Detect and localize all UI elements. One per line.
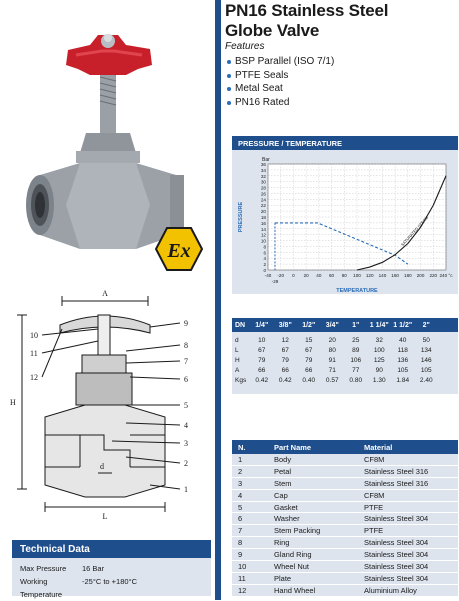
dims-cell: 105: [420, 367, 432, 375]
parts-row: [232, 561, 458, 573]
dims-header-cell: 2": [422, 321, 430, 329]
callout-8: 8: [184, 341, 188, 350]
dims-cell: 12: [281, 336, 289, 344]
dims-header-cell: 1/4": [255, 321, 269, 329]
dims-cell: 118: [397, 346, 408, 354]
dims-row: [232, 366, 458, 376]
feature-item: PN16 Rated: [225, 96, 459, 110]
dims-cell: 67: [258, 346, 266, 354]
dims-row: [232, 345, 458, 355]
parts-cell: Cap: [274, 490, 288, 500]
callout-4: 4: [184, 421, 188, 430]
dims-cell: 146: [420, 356, 432, 364]
dims-header-cell: 1": [352, 321, 360, 329]
dims-cell: A: [235, 367, 240, 375]
x-axis-title: TEMPERATURE: [336, 288, 378, 294]
parts-cell: Stainless Steel 316: [364, 478, 429, 488]
left-column: [0, 0, 215, 600]
parts-cell: 10: [238, 561, 247, 571]
y-tick-label: 14: [260, 226, 266, 232]
parts-cell: 1: [238, 454, 243, 464]
dims-cell: 77: [352, 367, 360, 375]
y-tick-label: 4: [263, 256, 266, 262]
pressure-temperature-chart: [232, 136, 458, 294]
dims-cell: 66: [258, 367, 266, 375]
technical-data-heading: Technical Data: [12, 540, 211, 558]
y-tick-label: 28: [260, 185, 266, 191]
dims-cell: 90: [375, 367, 383, 375]
dims-cell: 100: [373, 346, 385, 354]
parts-cell: Gasket: [274, 502, 298, 512]
parts-cell: Stainless Steel 304: [364, 514, 429, 524]
parts-row: [232, 466, 458, 478]
y-tick-label: 34: [260, 167, 266, 173]
x-tick-label: 100: [353, 273, 361, 278]
parts-cell: Plate: [274, 573, 292, 583]
dims-header-row: [232, 318, 458, 332]
features-label: Features: [225, 41, 265, 52]
callout-11: 11: [30, 349, 38, 358]
parts-cell: Stainless Steel 304: [364, 573, 429, 583]
dims-cell: 79: [258, 356, 266, 364]
feature-item: BSP Parallel (ISO 7/1): [225, 55, 459, 69]
callout-1: 1: [184, 485, 188, 494]
parts-row: [232, 490, 458, 502]
dims-header-cell: DN: [235, 321, 246, 329]
callout-12: 12: [30, 373, 38, 382]
parts-cell: Ring: [274, 538, 290, 548]
x-subtick-label: -29: [271, 279, 279, 284]
dims-cell: 0.57: [325, 377, 339, 385]
dim-l-label: L: [102, 512, 108, 521]
right-column: [225, 0, 459, 600]
parts-cell: 4: [238, 490, 243, 500]
dims-header-cell: 3/4": [325, 321, 339, 329]
feature-item: PTFE Seals: [225, 69, 459, 83]
parts-row: [232, 549, 458, 561]
dims-cell: 66: [305, 367, 313, 375]
x-tick-label: 240 °c: [439, 273, 453, 278]
parts-cell: Stem: [274, 478, 292, 488]
x-tick-label: 220: [429, 273, 438, 278]
dims-cell: 67: [305, 346, 313, 354]
y-tick-label: 22: [260, 203, 266, 209]
y-tick-label: 12: [260, 232, 266, 238]
dims-cell: 105: [397, 367, 409, 375]
y-tick-label: 0: [263, 268, 266, 273]
dims-cell: 25: [352, 336, 360, 344]
y-tick-label: 16: [260, 220, 266, 226]
dims-cell: 0.42: [278, 377, 292, 385]
y-tick-label: 10: [260, 238, 266, 244]
parts-header-cell: N.: [238, 442, 246, 452]
dims-cell: 89: [352, 346, 360, 354]
parts-row: [232, 573, 458, 585]
dims-cell: 40: [399, 336, 407, 344]
parts-cell: 6: [238, 514, 243, 524]
x-tick-label: -20: [277, 273, 285, 278]
dims-cell: 79: [305, 356, 313, 364]
parts-row: [232, 513, 458, 525]
parts-header-cell: Part Name: [274, 442, 312, 452]
x-tick-label: 0: [292, 273, 295, 278]
dims-cell: L: [235, 346, 239, 354]
parts-cell: 7: [238, 526, 243, 536]
cross-section-drawing: [0, 285, 215, 540]
callout-6: 6: [184, 375, 188, 384]
dims-cell: 1.84: [396, 377, 410, 385]
tech-row: [12, 562, 211, 575]
y-tick-label: 20: [260, 209, 266, 215]
callout-7: 7: [184, 357, 188, 366]
dims-cell: 80: [328, 346, 336, 354]
dims-cell: 2.40: [419, 377, 433, 385]
parts-cell: 3: [238, 478, 243, 488]
parts-cell: Aluminium Alloy: [364, 585, 417, 595]
product-title-line1: PN16 Stainless Steel: [225, 1, 389, 20]
dims-cell: 66: [281, 367, 289, 375]
parts-cell: Hand Wheel: [274, 585, 316, 595]
chart-heading: PRESSURE / TEMPERATURE: [232, 136, 458, 150]
dims-header-cell: 1 1/2": [393, 321, 413, 329]
technical-data-panel: [12, 540, 211, 599]
dims-cell: 10: [258, 336, 266, 344]
dims-cell: 79: [281, 356, 289, 364]
dim-a-label: A: [102, 289, 108, 298]
parts-body: [232, 454, 458, 597]
parts-row: [232, 454, 458, 466]
dims-cell: 71: [328, 367, 336, 375]
parts-cell: 2: [238, 466, 243, 476]
parts-row: [232, 537, 458, 549]
y-axis-title: PRESSURE: [238, 201, 244, 233]
dims-cell: 15: [305, 336, 313, 344]
callout-9: 9: [184, 319, 188, 328]
dims-row: [232, 355, 458, 365]
parts-row: [232, 525, 458, 537]
parts-cell: 11: [238, 573, 246, 583]
callout-2: 2: [184, 459, 188, 468]
dims-header-cell: 1 1/4": [369, 321, 389, 329]
tech-value: 16 Bar: [82, 564, 105, 573]
dims-cell: 0.40: [302, 377, 316, 385]
parts-cell: 12: [238, 585, 247, 595]
x-tick-label: 200: [416, 273, 425, 278]
parts-cell: Stem Packing: [274, 526, 321, 536]
dims-row: [232, 335, 458, 345]
parts-cell: Stainless Steel 316: [364, 466, 429, 476]
dims-cell: 1.30: [372, 377, 386, 385]
parts-table: [232, 440, 458, 597]
x-tick-label: 160: [391, 273, 399, 278]
x-tick-label: 20: [303, 273, 309, 278]
parts-cell: 9: [238, 550, 243, 560]
product-title-line2: Globe Valve: [225, 21, 320, 40]
y-tick-label: 30: [260, 179, 266, 185]
parts-cell: 8: [238, 538, 243, 548]
dim-d-label: d: [100, 462, 104, 471]
parts-cell: PTFE: [364, 502, 384, 512]
parts-cell: Body: [274, 454, 292, 464]
y-tick-label: 18: [260, 215, 266, 220]
dims-cell: d: [235, 336, 239, 344]
y-tick-label: 32: [260, 173, 266, 179]
parts-cell: Stainless Steel 304: [364, 550, 429, 560]
parts-cell: 5: [238, 502, 243, 512]
parts-row: [232, 585, 458, 597]
parts-row: [232, 478, 458, 490]
y-tick-label: 36: [260, 162, 266, 167]
x-tick-label: 80: [341, 273, 347, 278]
parts-cell: CF8M: [364, 490, 385, 500]
dim-h-label: H: [10, 398, 16, 407]
dims-cell: 134: [420, 346, 432, 354]
y-tick-label: 26: [260, 191, 266, 197]
tech-row: [12, 575, 211, 601]
dims-row: [232, 376, 458, 386]
x-tick-label: 40: [316, 273, 322, 278]
parts-cell: Petal: [274, 466, 292, 476]
callout-3: 3: [184, 439, 188, 448]
dims-cell: H: [235, 356, 240, 364]
parts-header-cell: Material: [364, 442, 393, 452]
callout-10: 10: [30, 331, 38, 340]
x-tick-label: -40: [264, 273, 272, 278]
atex-ex-icon: [155, 227, 203, 271]
y-tick-label: 2: [263, 262, 266, 268]
tech-label: Max Pressure: [20, 564, 67, 573]
x-tick-label: 140: [378, 273, 387, 278]
dims-cell: 91: [328, 356, 336, 364]
tech-label: Working Temperature: [20, 577, 63, 599]
x-tick-label: 60: [329, 273, 335, 278]
parts-cell: Washer: [274, 514, 300, 524]
dims-cell: 20: [328, 336, 336, 344]
feature-item: Metal Seat: [225, 82, 459, 96]
chart-plot: [232, 150, 458, 294]
features-list: [225, 55, 459, 109]
parts-cell: PTFE: [364, 526, 384, 536]
y-tick-label: 24: [260, 197, 266, 203]
parts-header-row: [232, 440, 458, 454]
dims-cell: 125: [373, 356, 385, 364]
dims-cell: 106: [350, 356, 362, 364]
dims-header-cell: 3/8": [278, 321, 292, 329]
dims-cell: 136: [397, 356, 409, 364]
dims-cell: 0.42: [255, 377, 269, 385]
y-unit-label: Bar: [262, 157, 270, 163]
atex-symbol: Ex: [167, 240, 191, 262]
y-tick-label: 6: [263, 250, 266, 256]
callout-5: 5: [184, 401, 188, 410]
parts-cell: Stainless Steel 304: [364, 538, 429, 548]
y-tick-label: 8: [263, 244, 266, 250]
parts-cell: Stainless Steel 304: [364, 561, 429, 571]
dims-cell: 67: [281, 346, 289, 354]
x-tick-label: 180: [404, 273, 412, 278]
column-divider: [215, 0, 221, 600]
parts-cell: Gland Ring: [274, 550, 312, 560]
dims-header-cell: 1/2": [302, 321, 316, 329]
dims-cell: Kgs: [235, 377, 247, 385]
curve-label: SATURATED STEAM: [399, 215, 430, 248]
parts-cell: Wheel Nut: [274, 561, 310, 571]
dimensions-table: [232, 318, 458, 394]
x-tick-label: 120: [365, 273, 374, 278]
tech-value: -25°C to +180°C: [82, 577, 137, 586]
dims-cell: 32: [375, 336, 383, 344]
parts-cell: CF8M: [364, 454, 385, 464]
parts-row: [232, 502, 458, 514]
dims-cell: 50: [422, 336, 430, 344]
dims-body: [232, 332, 458, 386]
dims-cell: 0.80: [349, 377, 363, 385]
